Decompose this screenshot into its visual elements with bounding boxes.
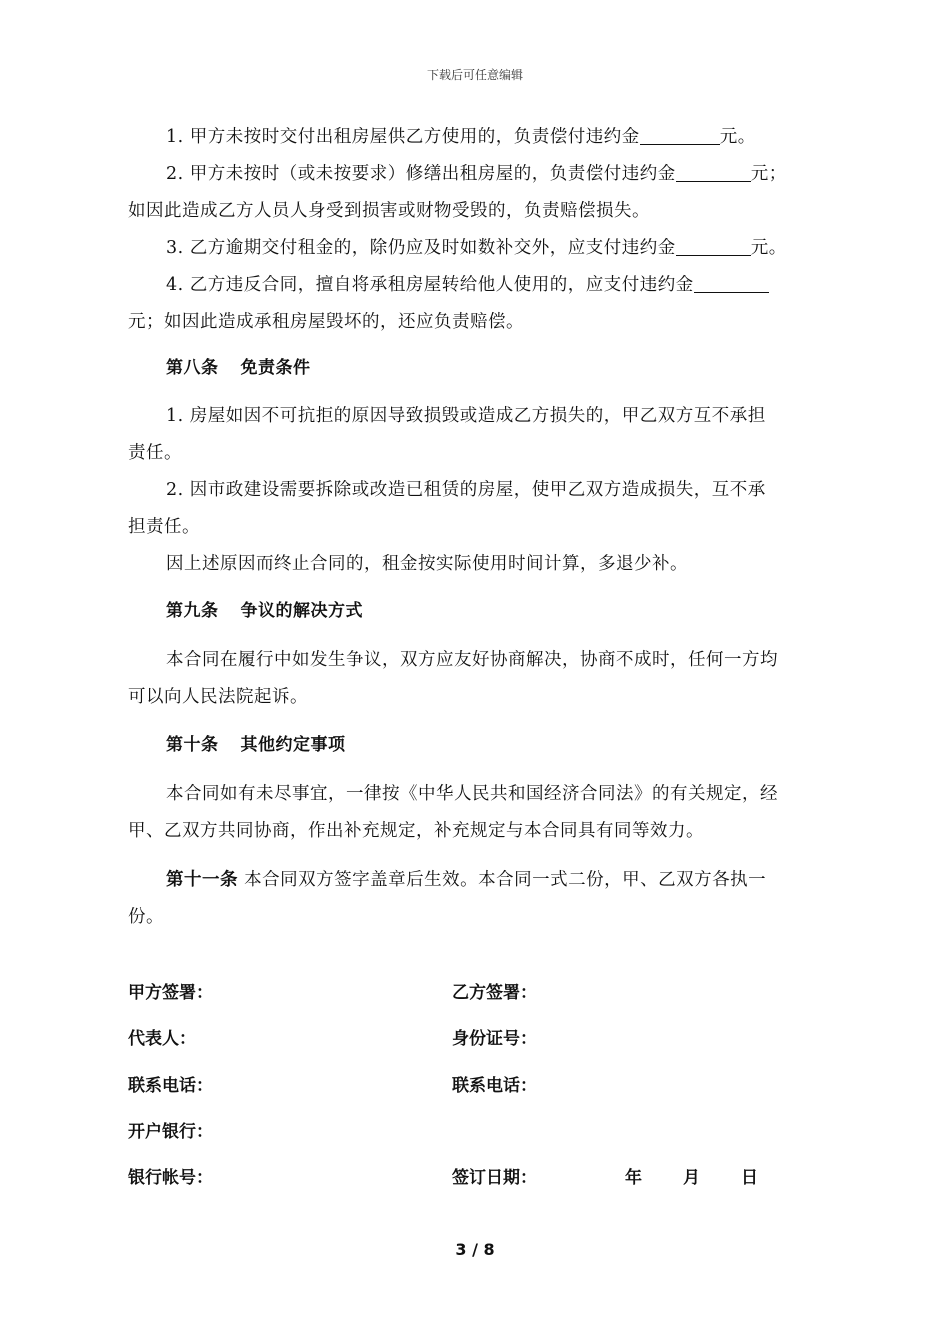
sign-date-label: 签订日期： <box>452 1168 537 1188</box>
dispute-text-cont: 可以向人民法院起诉。 <box>128 687 308 707</box>
section-11-cont: 份。 <box>128 907 164 927</box>
penalty-item-1 <box>128 119 866 156</box>
other-terms-text: 本合同如有未尽事宜，一律按《中华人民共和国经济合同法》的有关规定，经 <box>166 784 778 804</box>
item-text: 乙方逾期交付租金的，除仍应及时如数补交外，应支付违约金 <box>189 238 676 258</box>
date-month: 月 <box>683 1168 700 1188</box>
exemption-item-1: 1. 房屋如因不可抗拒的原因导致损毁或造成乙方损失的，甲乙双方互不承担 <box>166 406 766 426</box>
date-year: 年 <box>625 1168 642 1188</box>
exemption-item-1-cont: 责任。 <box>128 443 182 463</box>
dispute-text: 本合同在履行中如发生争议，双方应友好协商解决，协商不成时，任何一方均 <box>166 650 778 670</box>
penalty-item-4 <box>128 267 866 304</box>
bank-label: 开户银行： <box>128 1122 213 1142</box>
blank-field <box>640 124 720 145</box>
item-text-end: 元； <box>750 164 787 184</box>
page-header: 下载后可任意编辑 <box>426 68 523 82</box>
representative-label: 代表人： <box>128 1029 196 1049</box>
other-terms-text-cont: 甲、乙双方共同协商，作出补充规定，补充规定与本合同具有同等效力。 <box>128 821 704 841</box>
item-text: 乙方违反合同，擅自将承租房屋转给他人使用的，应支付违约金 <box>189 275 694 295</box>
penalty-item-2 <box>128 156 866 193</box>
party-b-phone-label: 联系电话： <box>452 1076 537 1096</box>
penalty-item-4-cont: 元；如因此造成承租房屋毁坏的，还应负责赔偿。 <box>128 312 524 332</box>
blank-field <box>694 272 769 293</box>
penalty-item-2-cont: 如因此造成乙方人员人身受到损害或财物受毁的，负责赔偿损失。 <box>128 201 650 221</box>
item-text-end: 元。 <box>719 127 756 147</box>
item-text-end: 元。 <box>750 238 787 258</box>
party-a-signature-label: 甲方签署： <box>128 983 213 1003</box>
section-11-text: 本合同双方签字盖章后生效。本合同一式二份，甲、乙双方各执一 <box>244 870 767 890</box>
date-day: 日 <box>741 1168 758 1188</box>
section-10-title: 第十条 其他约定事项 <box>166 735 346 755</box>
item-number: 1. <box>166 127 184 147</box>
item-text: 甲方未按时交付出租房屋供乙方使用的，负责偿付违约金 <box>189 127 640 147</box>
exemption-item-2: 2. 因市政建设需要拆除或改造已租赁的房屋，使甲乙双方造成损失，互不承 <box>166 480 766 500</box>
item-number: 4. <box>166 275 184 295</box>
section-9-title: 第九条 争议的解决方式 <box>166 601 363 621</box>
item-number: 3. <box>166 238 184 258</box>
id-number-label: 身份证号： <box>452 1029 537 1049</box>
section-11 <box>128 862 866 899</box>
item-number: 2. <box>166 164 184 184</box>
account-label: 银行帐号： <box>128 1168 213 1188</box>
section-11-title: 第十一条 <box>166 870 238 890</box>
exemption-item-2-cont: 担责任。 <box>128 517 200 537</box>
party-a-phone-label: 联系电话： <box>128 1076 213 1096</box>
section-8-title: 第八条 免责条件 <box>166 358 311 378</box>
item-text: 甲方未按时（或未按要求）修缮出租房屋的，负责偿付违约金 <box>189 164 676 184</box>
page-number: 3 / 8 <box>455 1240 495 1259</box>
blank-field <box>676 161 751 182</box>
penalty-item-3 <box>128 230 866 267</box>
blank-field <box>676 235 751 256</box>
party-b-signature-label: 乙方签署： <box>452 983 537 1003</box>
exemption-note: 因上述原因而终止合同的，租金按实际使用时间计算，多退少补。 <box>166 554 688 574</box>
